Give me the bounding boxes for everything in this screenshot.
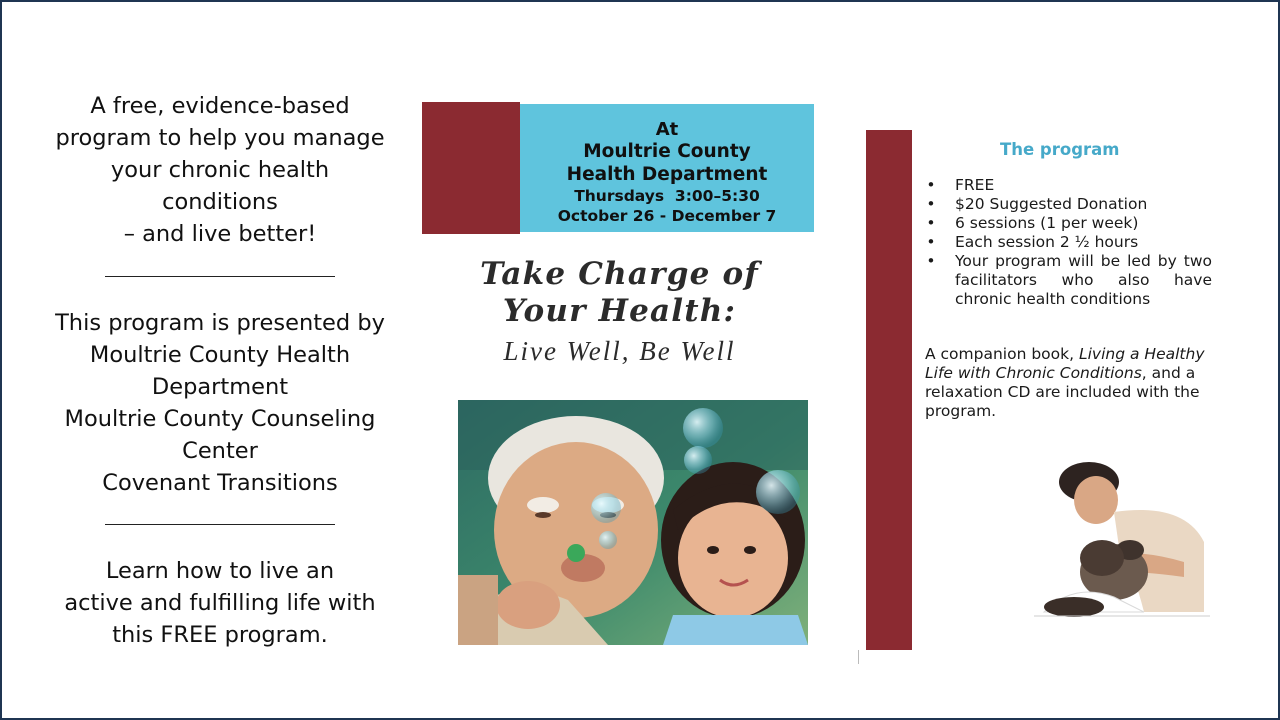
presenters-line: Center (182, 438, 258, 464)
flyer-subtitle: Live Well, Be Well (503, 336, 736, 366)
intro-line: your chronic health (110, 157, 330, 183)
bullet-icon: • (926, 214, 936, 232)
presenters-text (50, 307, 390, 499)
photo-illustration (1034, 462, 1210, 622)
intro-line: – and live better! (123, 221, 317, 247)
maroon-block (422, 102, 520, 234)
divider-line (105, 524, 335, 525)
book-title: Living a Healthy Life with Chronic Conditions (925, 345, 1205, 382)
schedule-time: Thursdays 3:00–5:30 (574, 187, 760, 205)
grandfather-child-photo (458, 400, 808, 645)
bullet-icon: • (926, 252, 936, 270)
presenters-line: This program is presented by (55, 310, 385, 336)
closing-line: Learn how to live an (105, 558, 335, 584)
divider-tick (858, 650, 859, 664)
closing-text (50, 555, 390, 651)
left-text-column (50, 90, 390, 651)
program-panel (866, 130, 1226, 652)
companion-text: A companion book, Living a Healthy Life with Chronic Conditions, and a relaxation CD are included with the program. (925, 345, 1205, 420)
bullet-item: • Each session 2 ½ hours (926, 233, 1139, 251)
bullet-item: • $20 Suggested Donation (926, 195, 1148, 213)
flyer-panel (422, 102, 817, 647)
title-line: Take Charge of (480, 256, 759, 292)
location-at: At (655, 119, 679, 140)
program-heading: The program (1000, 140, 1120, 159)
closing-line: active and fulfilling life with (64, 590, 376, 616)
flyer-title (422, 256, 817, 368)
bullet-item: • FREE (926, 176, 995, 194)
presenters-line: Covenant Transitions (102, 470, 338, 496)
schedule-dates: October 26 - December 7 (557, 207, 777, 225)
maroon-bar (866, 130, 912, 650)
location-box (520, 104, 814, 232)
bullet-item: • 6 sessions (1 per week) (926, 214, 1139, 232)
intro-text (50, 90, 390, 250)
presenters-line: Department (151, 374, 289, 400)
bullet-icon: • (926, 176, 936, 194)
closing-line: this FREE program. (112, 622, 328, 648)
man-with-dog-photo (1034, 462, 1210, 622)
divider-line (105, 276, 335, 277)
intro-line: program to help you manage (55, 125, 385, 151)
bullet-icon: • (926, 195, 936, 213)
flyer-header (422, 102, 816, 234)
title-line: Your Health: (502, 293, 737, 329)
photo-illustration (458, 400, 808, 645)
location-name: Moultrie County (583, 141, 751, 162)
intro-line: A free, evidence-based (90, 93, 350, 119)
presenters-line: Moultrie County Counseling (64, 406, 376, 432)
program-bullets (926, 176, 1212, 309)
bullet-item: • Your program will be led by two facilitators who also have chronic health conditions (926, 252, 1212, 308)
bullet-icon: • (926, 233, 936, 251)
presenters-line: Moultrie County Health (89, 342, 351, 368)
location-department: Health Department (566, 164, 768, 185)
intro-line: conditions (162, 189, 278, 215)
